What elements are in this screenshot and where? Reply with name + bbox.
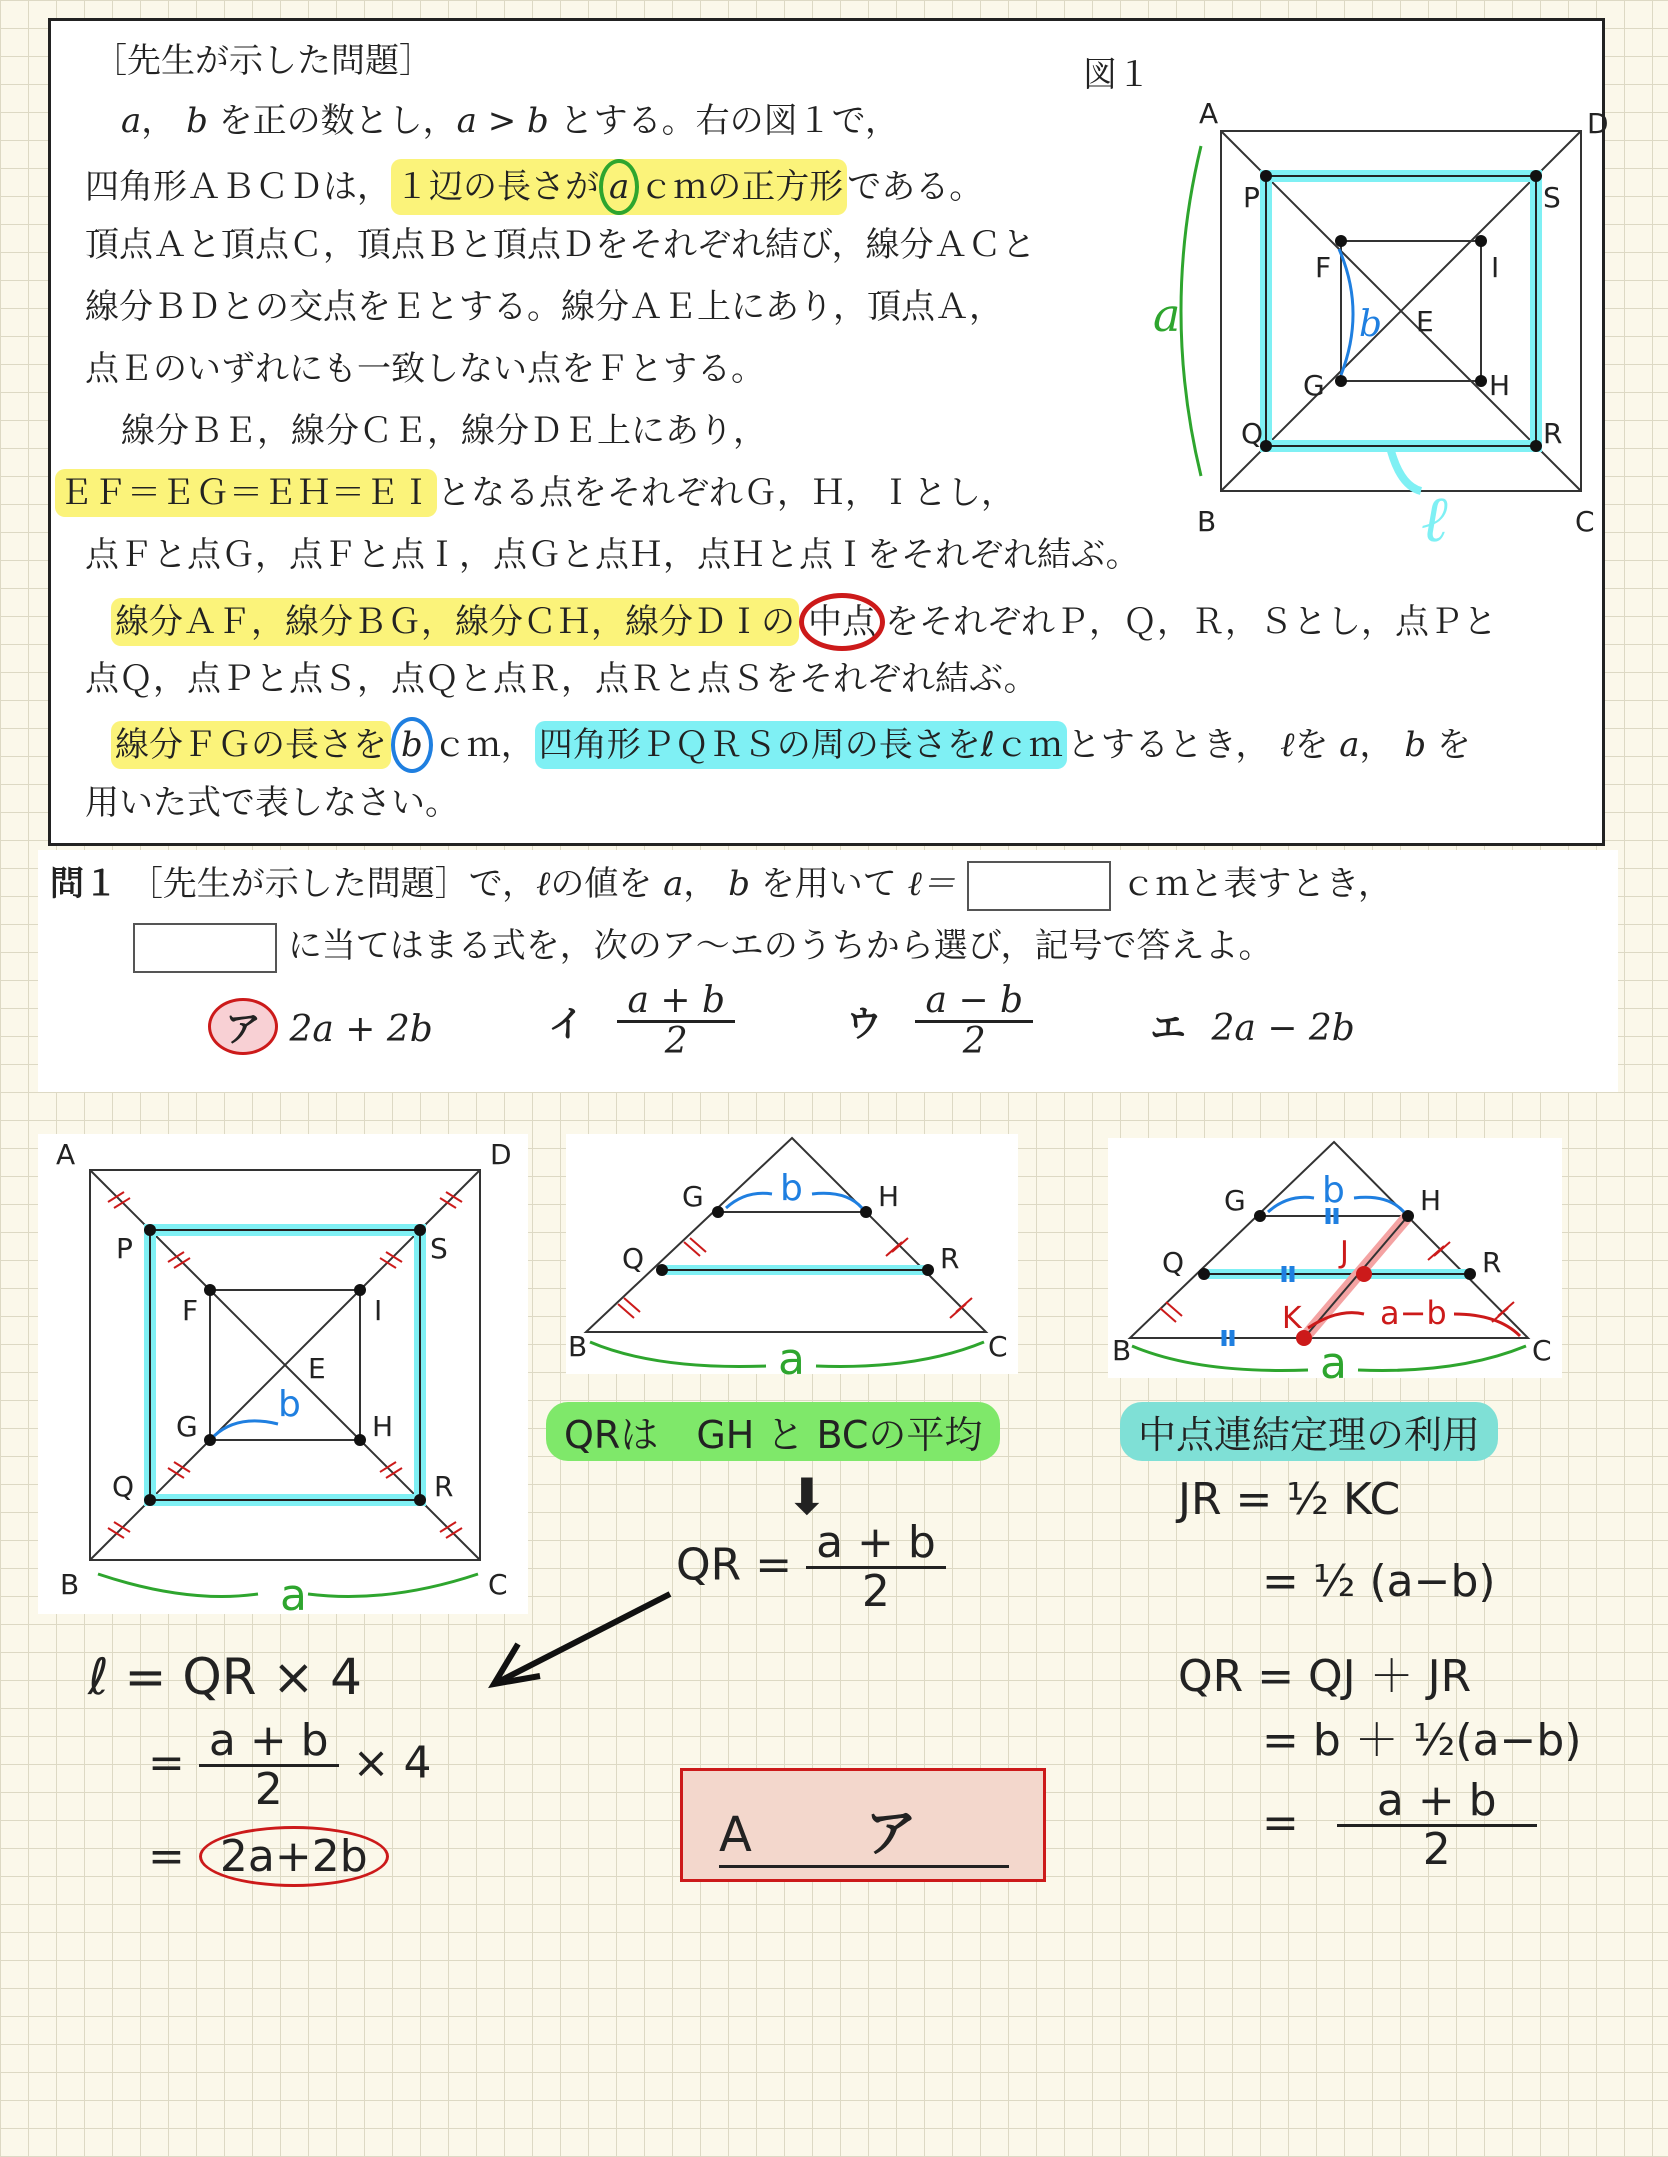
label-B: B [568, 1330, 588, 1363]
numerator: a + b [1337, 1778, 1537, 1827]
label-Q: Q [1241, 417, 1264, 450]
note-trapezoid-figure [566, 1134, 1018, 1385]
label-B: B [60, 1568, 80, 1601]
comma: ， [141, 101, 176, 141]
label-b: b [1359, 304, 1383, 345]
label-b: b [1322, 1170, 1345, 1211]
choice-a-label: ア [208, 998, 278, 1055]
text: を用いて [760, 864, 897, 904]
label-D: D [1587, 107, 1609, 140]
label-J: J [1340, 1235, 1349, 1270]
text: となる点をそれぞれＧ，Ｈ，Ｉとし， [437, 473, 1015, 513]
problem-line-8: 点Ｆと点Ｇ，点Ｆと点Ｉ，点Ｇと点Ｈ，点Ｈと点Ｉをそれぞれ結ぶ。 [85, 535, 1140, 575]
figure-1 [1091, 91, 1609, 557]
text: ｃｍと表すとき， [1121, 864, 1393, 904]
label-S: S [1543, 181, 1561, 214]
midpoint-circled: 中点 [799, 593, 885, 651]
numerator: a + b [806, 1520, 946, 1569]
text: とするとき， [1066, 725, 1270, 765]
problem-line-5: 点Ｅのいずれにも一致しない点をＦとする。 [85, 349, 765, 389]
problem-line-7 [55, 469, 1015, 517]
label-G: G [682, 1180, 704, 1213]
label-F: F [1315, 251, 1332, 284]
choice-e [1150, 1000, 1355, 1051]
arrow-icon [480, 1586, 680, 1696]
note-square-figure [38, 1134, 528, 1621]
l-line-1: ℓ = QR × 4 [88, 1648, 362, 1706]
var-b: b [728, 864, 750, 904]
equals: = [148, 1831, 185, 1882]
problem-line-11 [111, 717, 1471, 773]
label-E: E [1416, 305, 1434, 338]
problem-header: ［先生が示した問題］ [93, 41, 433, 81]
qr-result-fraction [1337, 1775, 1537, 1876]
qr-lhs: QR = [676, 1539, 793, 1591]
tag-qr-average: QRは GH と BCの平均 [546, 1402, 1000, 1461]
label-F: F [182, 1294, 199, 1327]
denominator: 2 [962, 1020, 986, 1062]
label-b: b [780, 1168, 803, 1209]
jr-line-1: JR = ½ KC [1178, 1474, 1401, 1525]
choice-i [548, 982, 735, 1061]
l-equals: ℓ＝ [907, 864, 956, 904]
problem-line-4: 線分ＢＤとの交点をＥとする。線分ＡＥ上にあり，頂点Ａ， [85, 287, 1003, 327]
text: の値を [550, 864, 653, 904]
label-A: A [1199, 97, 1219, 130]
highlight-midpoints: 線分ＡＦ，線分ＢＧ，線分ＣＨ，線分ＤＩの [111, 598, 799, 646]
question-area [38, 850, 1618, 1092]
label-Q: Q [1162, 1246, 1185, 1279]
l-line-3 [148, 1826, 389, 1887]
label-a: a [1320, 1338, 1347, 1389]
label-a: a [1153, 288, 1181, 342]
denominator: 2 [664, 1020, 688, 1062]
choice-u [846, 982, 1033, 1061]
label-E: E [308, 1352, 326, 1385]
text: である。 [847, 167, 984, 207]
choice-a-expr: 2a + 2b [289, 1009, 433, 1050]
l-line-2 [148, 1715, 432, 1816]
qr-expression [676, 1517, 946, 1618]
label-I: I [1491, 251, 1500, 284]
text: を [1436, 725, 1471, 765]
var-l: ℓ [536, 864, 551, 904]
numerator: a + b [617, 982, 735, 1023]
text: とする。右の図１で， [559, 101, 899, 141]
var-l: ℓ [1280, 725, 1295, 765]
text: を正の数とし， [218, 101, 457, 141]
label-D: D [490, 1138, 512, 1171]
answer-box [680, 1768, 1046, 1882]
choice-i-fraction [617, 982, 735, 1061]
equals: = [148, 1737, 185, 1789]
problem-line-3: 頂点Ａと頂点Ｃ，頂点Ｂと頂点Ｄをそれぞれ結び，線分ＡＣと [85, 225, 1036, 265]
problem-line-2 [85, 159, 983, 215]
var-a: a [663, 864, 684, 904]
comma: ， [1359, 725, 1394, 765]
highlight-side-length [391, 159, 847, 215]
var-a-circled: a [599, 159, 639, 215]
problem-line-10: 点Ｑ，点Ｐと点Ｓ，点Ｑと点Ｒ，点Ｒと点Ｓをそれぞれ結ぶ。 [85, 659, 1038, 699]
label-G: G [176, 1410, 198, 1443]
highlight-perimeter: 四角形ＰＱＲＳの周の長さをℓｃｍ [535, 721, 1067, 769]
choice-u-label: ウ [846, 1003, 883, 1045]
label-a: a [280, 1570, 307, 1621]
label-R: R [434, 1470, 454, 1503]
numerator: a + b [199, 1718, 339, 1767]
answer-underline [719, 1865, 1009, 1868]
note-midpoint-figure [1108, 1138, 1562, 1389]
numerator: a − b [915, 982, 1033, 1023]
text: をそれぞれＰ，Ｑ，Ｒ，Ｓとし，点Ｐと [885, 602, 1497, 642]
label-C: C [988, 1330, 1008, 1363]
jr-line-2: = ½ (a−b) [1262, 1556, 1496, 1607]
var-b: b [1404, 725, 1427, 765]
label-P: P [1243, 181, 1260, 214]
qr-line-3 [1262, 1775, 1537, 1876]
choice-e-expr: 2a − 2b [1211, 1008, 1355, 1049]
text: ｃｍの正方形 [639, 167, 844, 207]
equals: = [1262, 1797, 1299, 1849]
l-answer-circled: 2a+2b [199, 1826, 389, 1887]
label-H: H [1489, 369, 1511, 402]
text: ｃｍ， [432, 725, 535, 765]
text: に当てはまる式を，次のア〜エのうちから選び，記号で答えよ。 [287, 926, 1273, 966]
denominator: 2 [1422, 1824, 1451, 1876]
answer-label: A [719, 1807, 752, 1863]
var-a: a [1339, 725, 1360, 765]
label-K: K [1282, 1301, 1302, 1336]
qr-fraction [806, 1517, 946, 1618]
label-A: A [56, 1138, 76, 1171]
label-R: R [940, 1242, 960, 1275]
label-G: G [1303, 369, 1325, 402]
choice-u-fraction [915, 982, 1033, 1061]
qr-line-2: = b ＋ ½(a−b) [1262, 1715, 1582, 1766]
answer-value: ア [865, 1804, 918, 1864]
l-fraction [199, 1715, 339, 1816]
problem-line-1 [121, 97, 899, 145]
label-S: S [430, 1232, 448, 1265]
problem-line-6: 線分ＢＥ，線分ＣＥ，線分ＤＥ上にあり， [121, 411, 767, 451]
choice-e-label: エ [1150, 1008, 1187, 1049]
label-H: H [1420, 1184, 1442, 1217]
label-a: a [778, 1334, 805, 1385]
var-a: a [121, 101, 142, 141]
label-B: B [1197, 505, 1217, 538]
question-line-2 [133, 922, 1272, 973]
label-C: C [488, 1568, 508, 1601]
label-l: ℓ [1421, 483, 1448, 557]
problem-box [48, 18, 1609, 846]
question-number: 問１ [50, 864, 118, 904]
answer-blank [967, 861, 1111, 911]
problem-line-9 [111, 593, 1497, 651]
qr-line-1: QR = QJ ＋ JR [1178, 1651, 1472, 1702]
figure-1-label: 図１ [1083, 55, 1151, 95]
label-a-minus-b: a−b [1380, 1294, 1447, 1332]
label-B: B [1112, 1334, 1132, 1367]
label-G: G [1224, 1184, 1246, 1217]
label-P: P [116, 1232, 133, 1265]
down-arrow-icon: ⬇ [786, 1468, 828, 1526]
label-C: C [1575, 505, 1595, 538]
label-Q: Q [112, 1470, 135, 1503]
times-four: × 4 [352, 1737, 432, 1789]
var-b: b [186, 101, 208, 141]
highlight-fg: 線分ＦＧの長さを [111, 721, 391, 769]
label-Q: Q [622, 1242, 645, 1275]
question-line-1 [50, 860, 1392, 911]
var-b-circled: b [391, 717, 433, 773]
label-H: H [372, 1410, 394, 1443]
highlight-equal-lengths: ＥＦ＝ＥＧ＝ＥＨ＝ＥＩ [55, 469, 437, 517]
tag-midpoint-theorem: 中点連結定理の利用 [1120, 1402, 1498, 1461]
denominator: 2 [254, 1764, 283, 1816]
text: 四角形ＡＢＣＤは， [85, 167, 391, 207]
label-b: b [278, 1384, 301, 1425]
label-R: R [1482, 1246, 1502, 1279]
label-H: H [878, 1180, 900, 1213]
problem-line-12: 用いた式で表しなさい。 [85, 783, 459, 823]
label-I: I [374, 1294, 383, 1327]
choice-a [208, 998, 433, 1055]
text: １辺の長さが [395, 167, 599, 207]
text: を [1294, 725, 1329, 765]
text: ［先生が示した問題］で， [128, 864, 537, 904]
choice-i-label: イ [548, 1003, 585, 1045]
label-C: C [1532, 1334, 1552, 1367]
comma: ， [683, 864, 718, 904]
label-R: R [1543, 417, 1563, 450]
denominator: 2 [861, 1566, 890, 1618]
answer-blank [133, 923, 277, 973]
inequality: a > b [456, 101, 549, 141]
